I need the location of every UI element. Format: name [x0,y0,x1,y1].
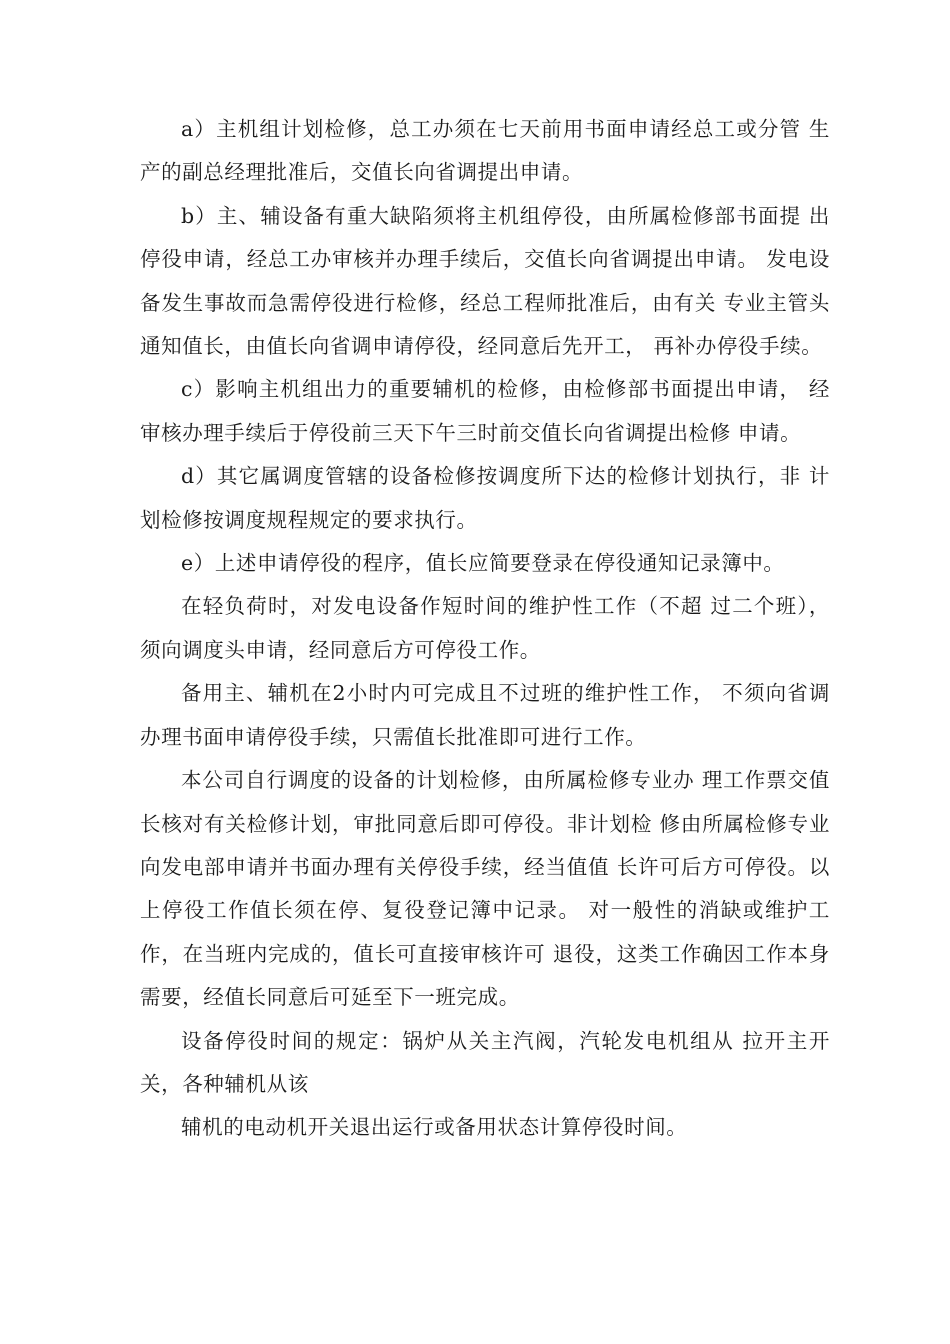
paragraph-standby: 备用主、辅机在2小时内可完成且不过班的维护性工作， 不须向省调办理书面申请停役手续，只需值长批准即可进行工作。 [140,681,830,749]
paragraph-self-dispatch: 本公司自行调度的设备的计划检修，由所属检修专业办 理工作票交值长核对有关检修计划，审批同意后即可停役。非计划检 修由所属检修专业向发电部申请并书面办理有关停役手续，经当值值 长许可后方可停役。以上停役工作值长须在停、复役登记簿中记录。 对一般性的消缺或维护工作，在当班内完成的，值长可直接审核许可 退役，这类工作确因工作本身需要，经值长同意后可延至下一班完成。 [140,768,830,1010]
paragraph-c: c）影响主机组出力的重要辅机的检修，由检修部书面提出申请， 经审核办理手续后于停役前三天下午三时前交值长向省调提出检修 申请。 [140,377,830,445]
paragraph-outage-time: 设备停役时间的规定：锅炉从关主汽阀，汽轮发电机组从 拉开主开关，各种辅机从该 [140,1028,830,1096]
document-body [140,108,830,1150]
paragraph-light-load: 在轻负荷时，对发电设备作短时间的维护性工作（不超 过二个班），须向调度头申请，经同意后方可停役工作。 [140,594,830,662]
paragraph-motor-switch: 辅机的电动机开关退出运行或备用状态计算停役时间。 [181,1115,688,1140]
paragraph-a: a）主机组计划检修，总工办须在七天前用书面申请经总工或分管 生产的副总经理批准后，交值长向省调提出申请。 [140,117,830,185]
paragraph-b: b）主、辅设备有重大缺陷须将主机组停役，由所属检修部书面提 出停役申请，经总工办审核并办理手续后，交值长向省调提出申请。 发电设备发生事故而急需停役进行检修，经总工程师批准后，由有关 专业主管头通知值长，由值长向省调申请停役，经同意后先开工， 再补办停役手续。 [140,203,830,359]
paragraph-e: e）上述申请停役的程序，值长应简要登录在停役通知记录簿中。 [181,551,785,576]
paragraph-d: d）其它属调度管辖的设备检修按调度所下达的检修计划执行，非 计划检修按调度规程规定的要求执行。 [140,464,830,532]
